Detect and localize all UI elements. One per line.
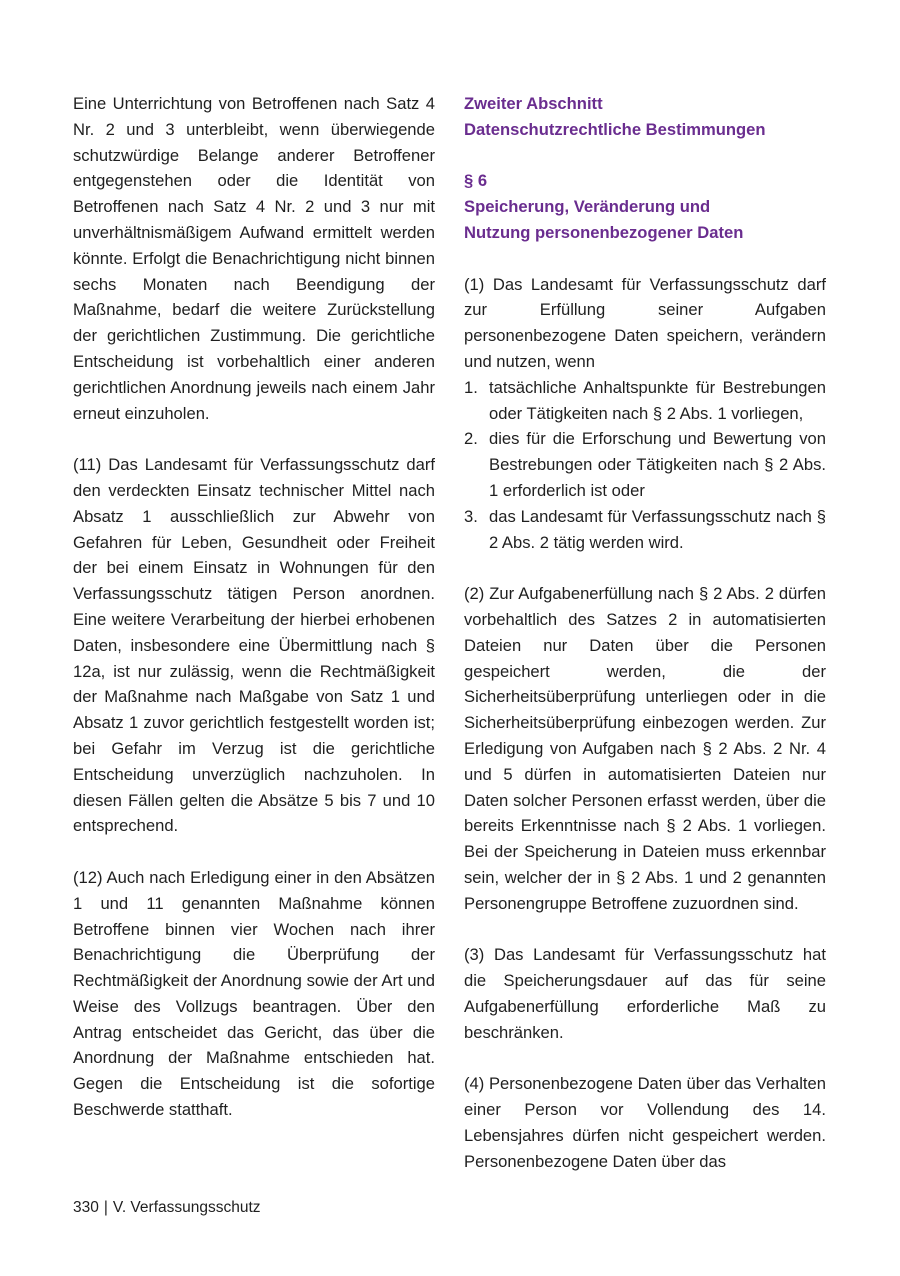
paragraph-1-intro: (1) Das Landesamt für Verfassungsschutz darf zur Erfüllung seiner Aufgaben personenbezogene Daten speichern, verändern und nutzen, wenn <box>464 274 826 371</box>
list-item-number: 2. <box>464 429 478 449</box>
page-number: 330 <box>73 1199 99 1216</box>
list-item-text: das Landesamt für Verfassungsschutz nach § 2 Abs. 2 tätig werden wird. <box>489 506 826 552</box>
paragraph-continuation: Eine Unterrichtung von Betroffenen nach Satz 4 Nr. 2 und 3 unterbleibt, wenn überwiegende schutzwürdige Belange anderer Betroffener entgegenstehen oder die Identität von Betroffenen nach Satz 4 Nr. 2 und 3 nur mit unverhältnismäßigem Aufwand ermittelt werden könnte. Erfolgt die Benachrichtigung nicht binnen sechs Monaten nach Beendigung der Maßnahme, bedarf die weitere Zurückstellung der gerichtlichen Zustimmung. Die gerichtliche Entscheidung ist vorbehaltlich einer anderen gerichtlichen Anordnung jeweils nach einem Jahr erneut einzuholen. <box>73 94 435 423</box>
section-heading-line2: Datenschutzrechtliche Bestimmungen <box>464 119 766 139</box>
paragraph-title-line2: Nutzung personenbezogener Daten <box>464 222 744 242</box>
paragraph-2: (2) Zur Aufgabenerfüllung nach § 2 Abs. 2 dürfen vorbehaltlich des Satzes 2 in automatisierten Dateien nur Daten über die Personen gespeichert werden, die der Sicherheitsüberprüfung unterliegen oder in die Sicherheitsüberprüfung einbezogen werden. Zur Erledigung von Aufgaben nach § 2 Abs. 2 Nr. 4 und 5 dürfen in automatisierten Dateien nur Daten solcher Personen erfasst werden, über die bereits Erkenntnisse nach § 2 Abs. 1 vorliegen. Bei der Speicherung in Dateien muss erkennbar sein, welcher der in § 2 Abs. 1 und 2 genannten Personengruppe Betroffene zuzuordnen sind. <box>464 584 826 913</box>
paragraph-3: (3) Das Landesamt für Verfassungsschutz hat die Speicherungsdauer auf das für seine Aufgabenerfüllung erforderliche Maß zu beschränken. <box>464 945 826 1042</box>
paragraph-symbol: § 6 <box>464 171 488 191</box>
paragraph-12: (12) Auch nach Erledigung einer in den Absätzen 1 und 11 genannten Maßnahme können Betroffene binnen vier Wochen nach ihrer Benachrichtigung die Überprüfung der Rechtmäßigkeit der Anordnung sowie der Art und Weise des Vollzugs beantragen. Über den Antrag entscheidet das Gericht, das über die Anordnung der Maßnahme entschieden hat. Gegen die Entscheidung ist die sofortige Beschwerde statthaft. <box>73 867 435 1120</box>
section-heading-line1: Zweiter Abschnitt <box>464 94 603 113</box>
chapter-title: V. Verfassungsschutz <box>112 1199 261 1216</box>
list-item <box>464 375 826 427</box>
left-column <box>73 91 435 1123</box>
list-item-text: tatsächliche Anhaltspunkte für Bestrebungen oder Tätigkeiten nach § 2 Abs. 1 vorliegen, <box>489 377 826 423</box>
list-item-text: dies für die Erforschung und Bewertung von Bestrebungen oder Tätigkeiten nach § 2 Abs. 1 erforderlich ist oder <box>489 429 826 500</box>
paragraph-1-list <box>464 375 826 556</box>
paragraph-title-line1: Speicherung, Veränderung und <box>464 197 711 217</box>
paragraph-11: (11) Das Landesamt für Verfassungsschutz darf den verdeckten Einsatz technischer Mittel nach Absatz 1 ausschließlich zur Abwehr von Gefahren für Leben, Gesundheit oder Freiheit der bei einem Einsatz in Wohnungen für den Verfassungsschutz tätigen Person anordnen. Eine weitere Verarbeitung der hierbei erhobenen Daten, insbesondere eine Übermittlung nach § 12a, ist nur zulässig, wenn die Rechtmäßigkeit der Maßnahme nach Maßgabe von Satz 1 und Absatz 1 zuvor gerichtlich festgestellt worden ist; bei Gefahr im Verzug ist die gerichtliche Entscheidung unverzüglich nachzuholen. In diesen Fällen gelten die Absätze 5 bis 7 und 10 entsprechend. <box>73 455 435 836</box>
page-footer <box>73 1197 261 1219</box>
section-heading <box>464 91 826 143</box>
list-item-number: 1. <box>464 377 478 397</box>
list-item <box>464 426 826 503</box>
footer-separator: | <box>103 1199 108 1216</box>
list-item-number: 3. <box>464 506 478 526</box>
paragraph-heading <box>464 168 826 245</box>
right-column <box>464 91 826 1174</box>
paragraph-4: (4) Personenbezogene Daten über das Verhalten einer Person vor Vollendung des 14. Lebensjahres dürfen nicht gespeichert werden. Personenbezogene Daten über das <box>464 1074 826 1171</box>
list-item <box>464 504 826 556</box>
